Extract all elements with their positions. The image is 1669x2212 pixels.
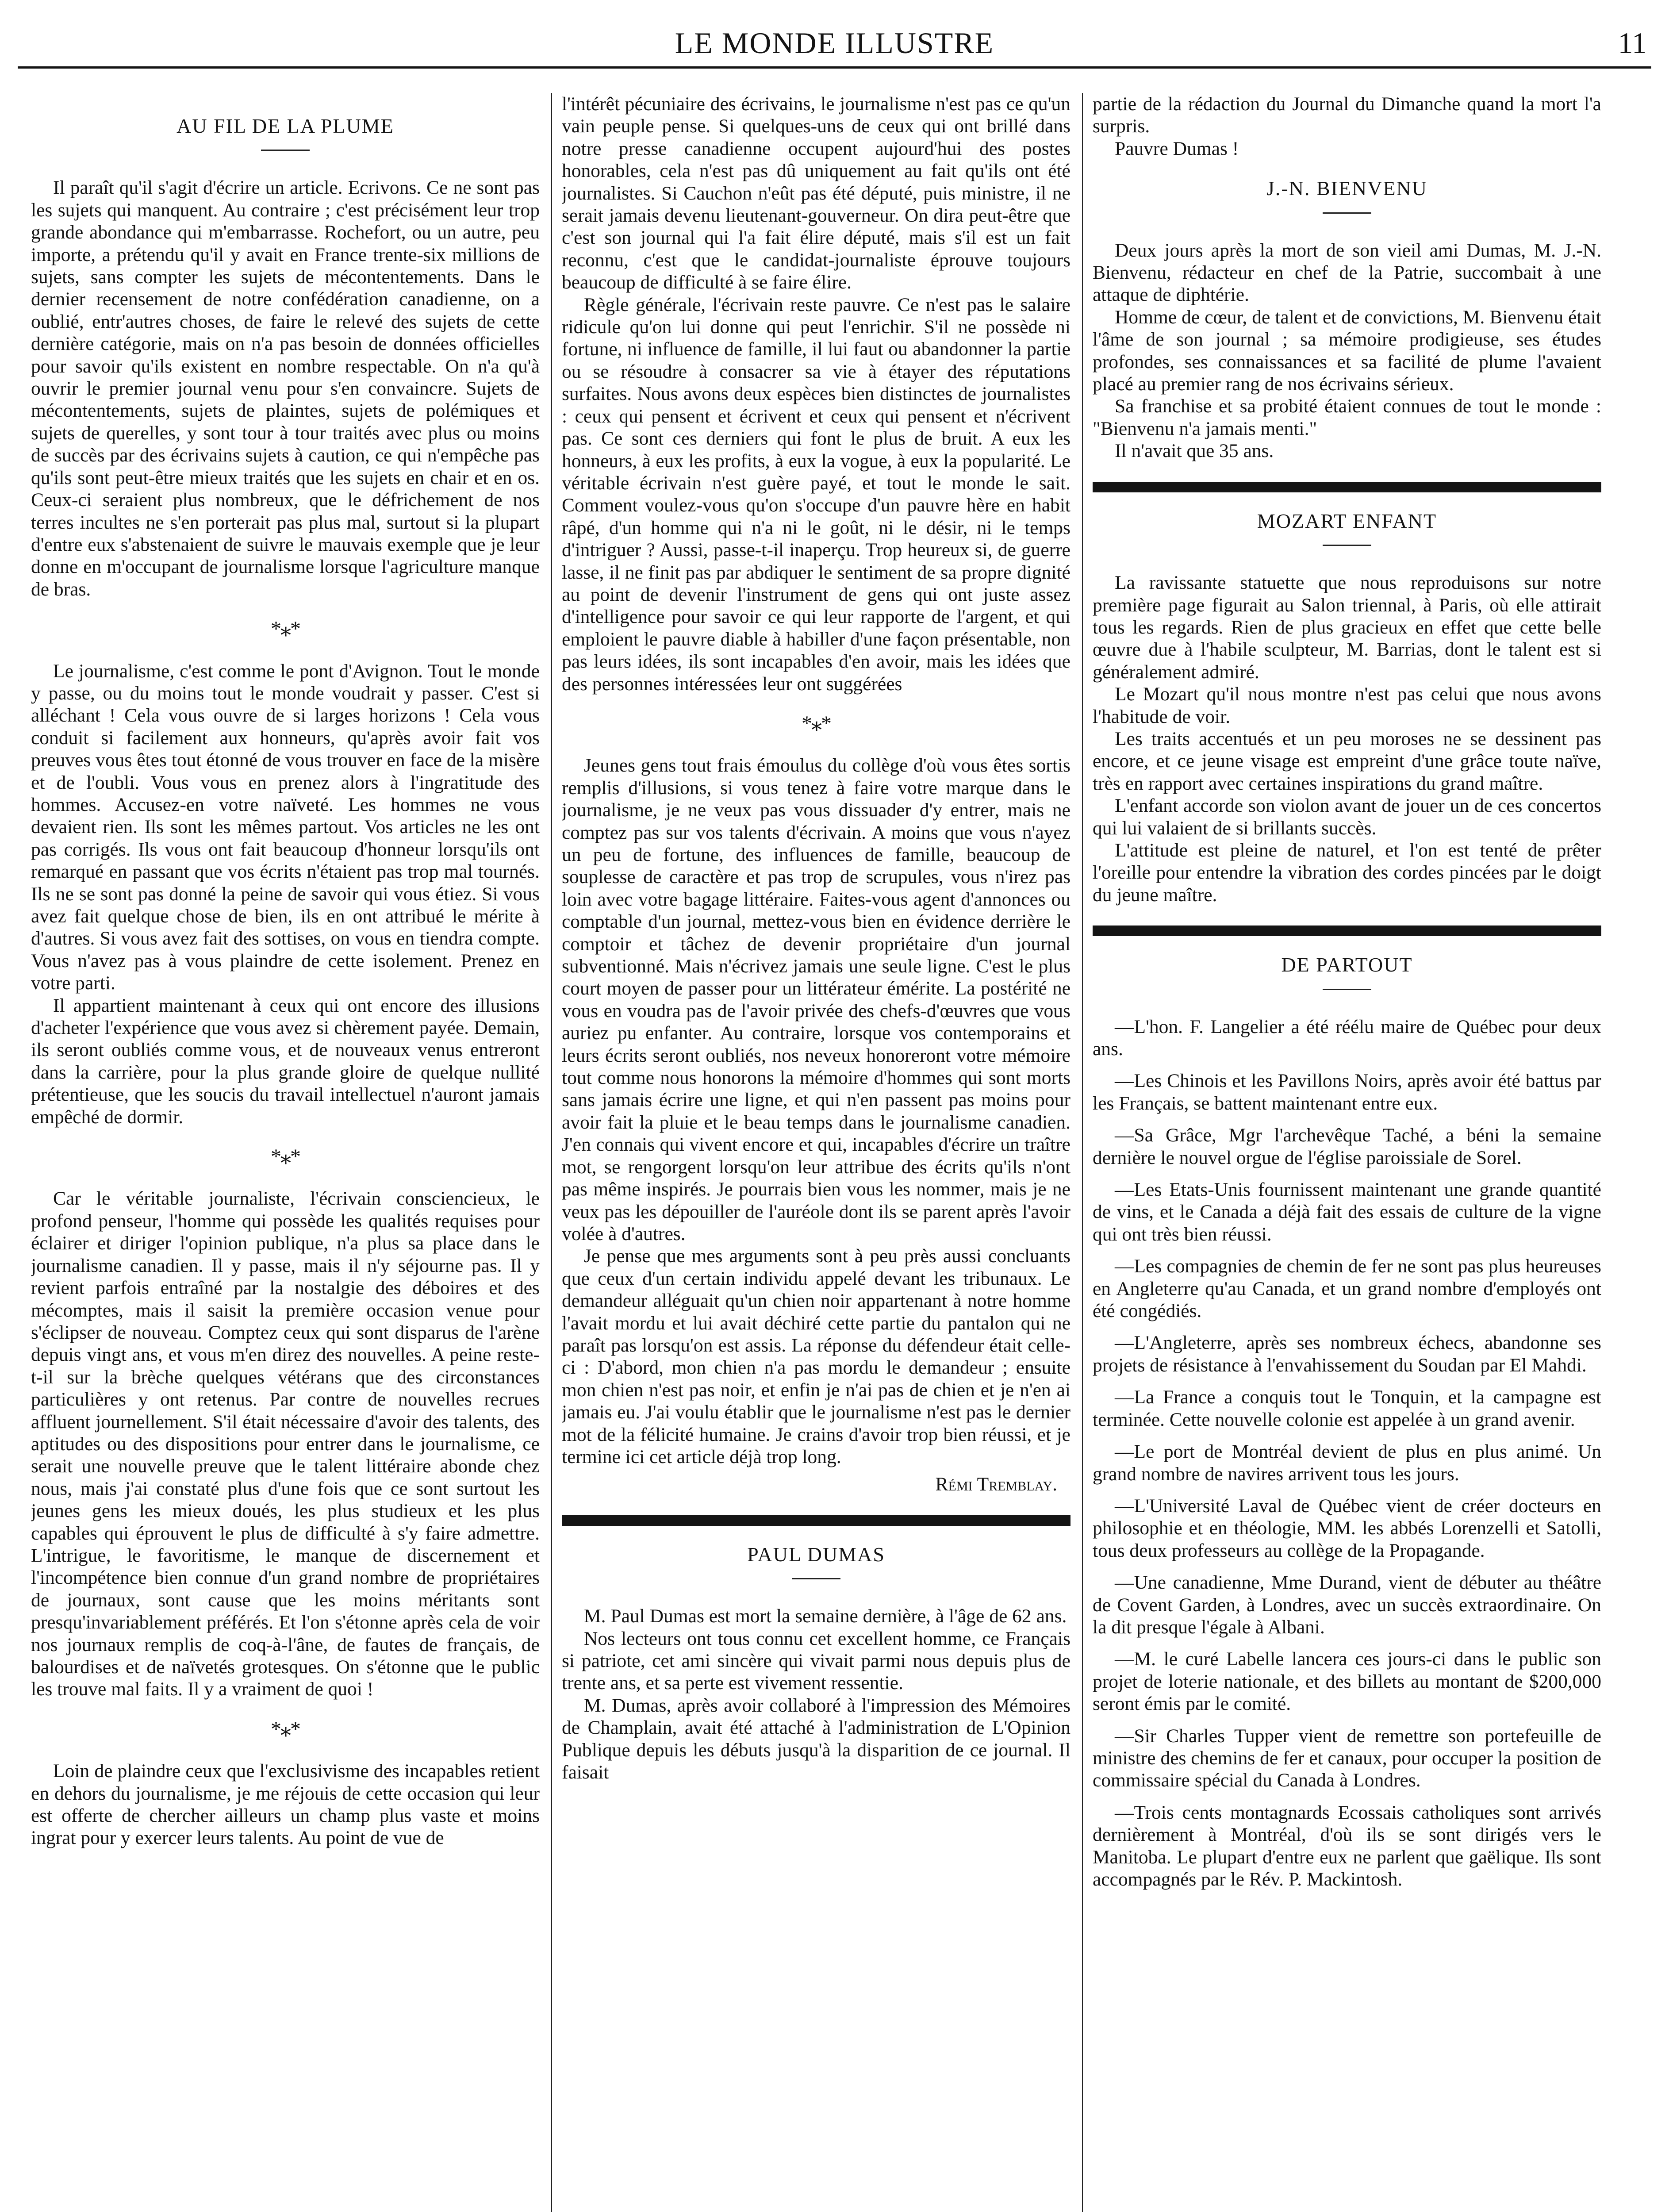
paragraph: Homme de cœur, de talent et de convictions, M. Bienvenu était l'âme de son journal ; sa mémoire prodigieuse, ses études profondes, ses connaissances et sa facilité de plume l'avaient placé au premier rang de nos écrivains sérieux. (1093, 306, 1601, 395)
heading-separator (261, 150, 310, 151)
paragraph: Il appartient maintenant à ceux qui ont encore des illusions d'acheter l'expérience que vous avez si chèrement payée. Demain, ils seront oubliés comme vous, et de nouveaux venus entreront dans la carrière, pour la plus grande gloire de quelque nullité prétentieuse, que les soucis du travail intellectuel n'auront jamais empêché de dormir. (31, 995, 540, 1128)
article-heading: PAUL DUMAS (747, 1543, 885, 1566)
paragraph: Le journalisme, c'est comme le pont d'Avignon. Tout le monde y passe, ou du moins tout le monde voudrait y passer. C'est si alléchant ! Cela vous ouvre de si larges horizons ! Cela vous conduit si facilement aux honneurs, qu'après avoir fait vos preuves vous êtes tout étonné de vous trouver en face de la misère et de l'oubli. Vous vous en prenez alors à l'ingratitude des hommes. Accusez-en votre naïveté. Les hommes ne vous devaient rien. Ils sont les mêmes partout. Vos articles ne les ont pas corrigés. Ils vous ont fait beaucoup d'honneur lorsqu'ils ont remarqué en passant que vos écrits n'étaient pas trop mal tournés. Ils ne se sont pas donné la peine de savoir qui vous étiez. Si vous avez fait quelque chose de bien, ils en ont attribué le mérite à d'autres. Si vous avez fait des sottises, on vous en tiendra compte. Vous n'avez pas à vous plaindre de cette isolement. Prenez en votre parti. (31, 660, 540, 994)
news-item: —M. le curé Labelle lancera ces jours-ci dans le public son projet de loterie nationale, et des billets au montant de $200,000 seront émis par le comité. (1093, 1648, 1601, 1715)
section-rule (1093, 926, 1601, 936)
paragraph: Je pense que mes arguments sont à peu près aussi concluants que ceux d'un certain individu appelé devant les tribunaux. Le demandeur alléguait qu'un chien noir appartenant à notre homme l'avait mordu et lui avait déchiré cette partie du pantalon qui ne paraît pas lorsqu'on est assis. La réponse du défendeur était celle-ci : D'abord, mon chien n'a pas mordu le demandeur ; ensuite mon chien n'est pas noir, et enfin je n'ai pas de chien et je n'en ai jamais eu. J'ai voulu établir que le journalisme n'est pas le dernier mot de la félicité humaine. Je crains d'avoir trop bien réussi, et je termine ici cet article déjà trop long. (562, 1245, 1070, 1467)
news-item: —Les compagnies de chemin de fer ne sont pas plus heureuses en Angleterre qu'au Canada, et un grand nombre d'employés ont été congédiés. (1093, 1256, 1601, 1322)
paragraph: Sa franchise et sa probité étaient connues de tout le monde : "Bienvenu n'a jamais menti." (1093, 396, 1601, 439)
news-item: —L'Angleterre, après ses nombreux échecs, abandonne ses projets de résistance à l'envahissement du Soudan par El Mahdi. (1093, 1332, 1601, 1376)
column-1 (31, 93, 540, 2212)
article-heading: DE PARTOUT (1281, 953, 1413, 976)
section-rule (1093, 482, 1601, 492)
asterism: *⁎* (802, 711, 831, 735)
news-item: —Une canadienne, Mme Durand, vient de débuter au théâtre de Covent Garden, à Londres, avec un succès extraordinaire. On la dit presque l'égale à Albani. (1093, 1572, 1601, 1638)
asterism: *⁎* (271, 1145, 300, 1169)
news-item: —Les Etats-Unis fournissent maintenant une grande quantité de vins, et le Canada a déjà fait des essais de culture de la vigne qui ont très bien réussi. (1093, 1179, 1601, 1245)
article-heading: J.-N. BIENVENU (1266, 177, 1427, 200)
heading-separator (1323, 989, 1371, 990)
news-item: —L'Université Laval de Québec vient de créer docteurs en philosophie et en théologie, MM. les abbés Lorenzelli et Satolli, tous deux professeurs au collège de la Propagande. (1093, 1495, 1601, 1561)
column-divider (551, 93, 552, 2212)
paragraph: Nos lecteurs ont tous connu cet excellent homme, ce Français si patriote, cet ami sincère qui vivait parmi nous depuis plus de trente ans, et sa perte est vivement ressentie. (562, 1628, 1070, 1694)
paragraph: Loin de plaindre ceux que l'exclusivisme des incapables retient en dehors du journalisme, je me réjouis de cette occasion qui leur est offerte de chercher ailleurs un champ plus vaste et moins ingrat pour y exercer leurs talents. Au point de vue de (31, 1760, 540, 1849)
paragraph: L'enfant accorde son violon avant de jouer un de ces concertos qui lui valaient de si brillants succès. (1093, 795, 1601, 839)
paragraph: Deux jours après la mort de son vieil ami Dumas, M. J.-N. Bienvenu, rédacteur en chef de la Patrie, succombait à une attaque de diphtérie. (1093, 239, 1601, 306)
section-rule (562, 1515, 1070, 1526)
asterism: *⁎* (271, 1717, 300, 1741)
column-divider (1082, 93, 1083, 2212)
paragraph: M. Dumas, après avoir collaboré à l'impression des Mémoires de Champlain, avait été attaché à l'administration de L'Opinion Publique depuis les débuts jusqu'à la disparition de ce journal. Il faisait (562, 1694, 1070, 1783)
column-2 (562, 93, 1070, 2212)
news-item: —Sa Grâce, Mgr l'archevêque Taché, a béni la semaine dernière le nouvel orgue de l'église paroissiale de Sorel. (1093, 1125, 1601, 1168)
paragraph: Il n'avait que 35 ans. (1115, 440, 1274, 462)
news-item: —Sir Charles Tupper vient de remettre son portefeuille de ministre des chemins de fer et canaux, pour occuper la position de commissaire spécial du Canada à Londres. (1093, 1725, 1601, 1791)
paragraph: L'attitude est pleine de naturel, et l'on est tenté de prêter l'oreille pour entendre la vibration des cordes pincées par le doigt du jeune maître. (1093, 839, 1601, 906)
paragraph: l'intérêt pécuniaire des écrivains, le journalisme n'est pas ce qu'un vain peuple pense. Si quelques-uns de ceux qui ont brillé dans notre presse canadienne occupent aujourd'hui des postes honorables, cela n'est pas dû uniquement au fait qu'ils ont été journalistes. Si Cauchon n'eût pas été député, puis ministre, il ne serait jamais devenu lieutenant-gouverneur. On dira peut-être que c'est son journal qui l'a fait élire député, mais s'il est un fait reconnu, c'est que le candidat-journaliste éprouve toujours beaucoup de difficulté à se faire élire. (562, 93, 1070, 293)
article-heading: MOZART ENFANT (1257, 509, 1437, 532)
paragraph: M. Paul Dumas est mort la semaine dernière, à l'âge de 62 ans. (584, 1605, 1067, 1627)
paragraph: Le Mozart qu'il nous montre n'est pas celui que nous avons l'habitude de voir. (1093, 684, 1601, 727)
paragraph: Les traits accentués et un peu moroses ne se dessinent pas encore, et ce jeune visage est empreint d'une grâce toute naïve, très en rapport avec certaines inspirations du grand maître. (1093, 728, 1601, 794)
newspaper-title: LE MONDE ILLUSTRE (675, 26, 994, 60)
paragraph: Pauvre Dumas ! (1115, 138, 1239, 159)
news-item: —L'hon. F. Langelier a été réélu maire de Québec pour deux ans. (1093, 1016, 1601, 1060)
paragraph: Jeunes gens tout frais émoulus du collège d'où vous êtes sortis remplis d'illusions, si vous tenez à faire votre marque dans le journalisme, je ne veux pas vous dissuader d'y entrer, mais ne comptez pas sur vos talents d'écrivain. A moins que vous n'ayez un peu de fortune, des influences de famille, beaucoup de souplesse de caractère et pas trop de scrupules, vous n'irez pas loin avec votre bagage littéraire. Faites-vous agent d'annonces ou comptable d'un journal, mettez-vous bien en évidence derrière le comptoir et tâchez de devenir propriétaire d'un journal subventionné. Mais n'écrivez jamais une seule ligne. C'est le plus court moyen de passer pour un littérateur émérite. La postérité ne vous en voudra pas de l'avoir privée des chefs-d'œuvres que vous auriez pu enfanter. Au contraire, lorsque vos contemporains et leurs écrits seront oubliés, nos neveux honoreront votre mémoire tout comme nous honorons la mémoire d'hommes qui sont morts sans jamais écrire une ligne, et qui n'en passent pas moins pour avoir fait la pluie et le beau temps dans le journalisme canadien. J'en connais qui vivent encore et qui, incapables d'écrire un traître mot, se rengorgent lorsqu'on leur attribue des écrits qu'ils n'ont pas même inspirés. Je pourrais bien vous les nommer, mais je ne veux pas les dépouiller de l'auréole dont ils se parent après l'avoir volée à d'autres. (562, 755, 1070, 1244)
paragraph: La ravissante statuette que nous reproduisons sur notre première page figurait au Salon triennal, à Paris, où elle attirait tous les regards. Rien de plus gracieux en effet que cette belle œuvre due à l'habile sculpteur, M. Barrias, dont le talent est si généralement admiré. (1093, 572, 1601, 683)
masthead (18, 18, 1651, 69)
heading-separator (792, 1578, 840, 1579)
paragraph: Il paraît qu'il s'agit d'écrire un article. Ecrivons. Ce ne sont pas les sujets qui manquent. Au contraire ; c'est précisément leur trop grande abondance qui m'embarrasse. Rochefort, ou un autre, peu importe, a prétendu qu'il y avait en France trente-six millions de sujets, sans compter les sujets de mécontentements. Dans le dernier recensement de notre confédération canadienne, on a oublié, entr'autres choses, de faire le relevé des sujets de cette dernière catégorie, mais on n'a pas besoin de données officielles pour savoir qu'ils existent en nombre respectable. On n'a qu'à ouvrir le premier journal venu pour s'en convaincre. Sujets de mécontentements, sujets de plaintes, sujets de polémiques et sujets de querelles, y sont tour à tour traités avec plus ou moins de succès par des écrivains sujets à caution, ce qui n'empêche pas qu'ils sont peut-être mieux traités que les sujets en chair et en os. Ceux-ci seraient plus nombreux, que le défrichement de nos terres incultes ne s'en porterait pas plus mal, surtout si la plupart d'entre eux s'abstenaient de suivre le mauvais exemple que je leur donne en m'occupant de journalisme lorsque l'agriculture manque de bras. (31, 177, 540, 600)
heading-separator (1323, 212, 1371, 214)
news-item: —Les Chinois et les Pavillons Noirs, après avoir été battus par les Français, se battent maintenant entre eux. (1093, 1070, 1601, 1114)
paragraph: Règle générale, l'écrivain reste pauvre. Ce n'est pas le salaire ridicule qu'on lui donne qui peut l'enrichir. S'il ne possède ni fortune, ni influence de famille, il lui faut ou abandonner la partie ou se résoudre à consacrer sa vie à étayer des réputations surfaites. Nous avons deux espèces bien distinctes de journalistes : ceux qui pensent et écrivent et ceux qui pensent et n'écrivent pas. Ce sont ces derniers qui font le plus de bruit. A eux les honneurs, à eux les profits, à eux la vogue, à eux la popularité. Le véritable écrivain n'est guère payé, et tout le monde le sait. Comment voulez-vous qu'on s'occupe d'un pauvre hère en habit râpé, d'un homme qui n'a ni le goût, ni le désir, ni le temps d'intriguer ? Aussi, passe-t-il inaperçu. Trop heureux si, de guerre lasse, il ne finit pas par abdiquer le sentiment de sa propre dignité au point de devenir l'instrument de gens qui ont juste assez d'intelligence pour savoir ce qui leur rapporte de l'argent, et qui emploient le pauvre diable à habiller d'une façon présentable, non pas leurs idées, ils sont incapables d'en avoir, mais les idées que des personnes intéressées leur ont suggérées (562, 294, 1070, 695)
article-heading: AU FIL DE LA PLUME (176, 115, 394, 137)
paragraph: partie de la rédaction du Journal du Dimanche quand la mort l'a surpris. (1093, 93, 1601, 137)
paragraph: Car le véritable journaliste, l'écrivain consciencieux, le profond penseur, l'homme qui possède les qualités requises pour éclairer et diriger l'opinion publique, n'a plus sa place dans le journalisme canadien. Il y passe, mais il n'y séjourne pas. Il y revient parfois entraîné par la nostalgie des déboires et des mécomptes, mais il saisit la première occasion venue pour s'éclipser de nouveau. Comptez ceux qui sont disparus de l'arène depuis vingt ans, et vous m'en direz des nouvelles. A peine reste-t-il sur la brèche quelques vétérans que des circonstances particulières y ont retenus. Par contre de nouvelles recrues affluent journellement. S'il était nécessaire d'avoir des talents, des aptitudes ou des dispositions pour entrer dans le journalisme, ce serait une nouvelle preuve que le talent littéraire abonde chez nous, mais j'ai constaté plus d'une fois que ce sont surtout les jeunes gens les mieux doués, les plus studieux et les plus capables qui éprouvent le plus de difficulté à s'y faire admettre. L'intrigue, le favoritisme, le manque de discernement et l'incompétence bien connue d'un grand nombre de propriétaires de journaux, sont cause que les moins méritants sont presqu'invariablement préférés. Et l'on s'étonne après cela de voir nos journaux remplis de coq-à-l'âne, de fautes de français, de balourdises et de naïvetés grotesques. On s'étonne que le public les trouve mal faits. Il y a vraiment de quoi ! (31, 1188, 540, 1700)
asterism: *⁎* (271, 617, 300, 641)
news-item: —La France a conquis tout le Tonquin, et la campagne est terminée. Cette nouvelle colonie est appelée à un grand avenir. (1093, 1386, 1601, 1430)
page-number: 11 (1618, 26, 1647, 60)
author-signature: Rémi Tremblay. (935, 1474, 1057, 1495)
heading-separator (1323, 545, 1371, 546)
news-item: —Trois cents montagnards Ecossais catholiques sont arrivés dernièrement à Montréal, d'où ils se sont dirigés vers le Manitoba. Le plupart d'entre eux ne parlent que gaëlique. Ils sont accompagnés par le Rév. P. Mackintosh. (1093, 1801, 1601, 1890)
column-3 (1093, 93, 1601, 2212)
news-item: —Le port de Montréal devient de plus en plus animé. Un grand nombre de navires arrivent tous les jours. (1093, 1441, 1601, 1485)
